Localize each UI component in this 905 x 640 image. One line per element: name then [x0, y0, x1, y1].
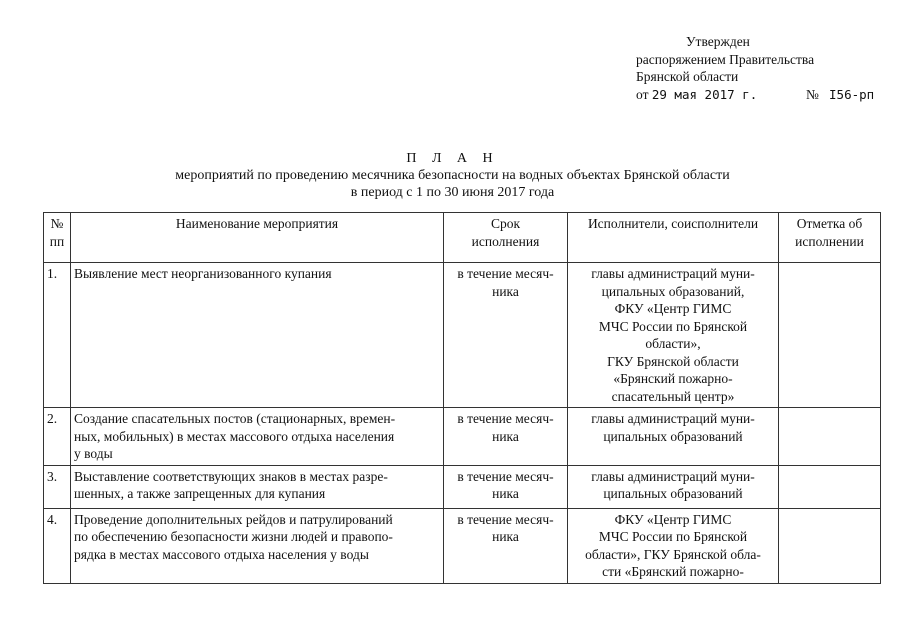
text-line: Исполнители, соисполнители [587, 216, 759, 231]
cell-text [74, 410, 440, 463]
approval-date-prefix: от [636, 86, 649, 102]
text-line: в течение месяч- [457, 266, 554, 281]
text-line: области», [645, 336, 701, 351]
text-line: в течение месяч- [457, 411, 554, 426]
table-header-row [44, 213, 881, 263]
approval-title: Утвержден [686, 34, 750, 49]
row-activity [71, 408, 444, 466]
text-line: ФКУ «Центр ГИМС [614, 511, 732, 527]
cell-text [74, 511, 440, 564]
header-executors [568, 213, 779, 263]
table-row [44, 408, 881, 466]
text-line: ципальных образований [603, 486, 743, 501]
text-line: Срок [490, 216, 521, 231]
text-line: исполнении [795, 233, 864, 249]
approval-authority: распоряжением Правительства [636, 51, 815, 67]
text-line: ных, мобильных) в местах массового отдыха населения [74, 428, 395, 444]
cell-text [571, 265, 775, 405]
header-name [71, 213, 444, 263]
text-line: главы администраций муни- [591, 411, 755, 426]
text-line: Выявление мест неорганизованного купания [74, 266, 332, 281]
header-term [444, 213, 568, 263]
row-term [444, 408, 568, 466]
cell-text [47, 215, 67, 250]
row-mark [779, 408, 881, 466]
cell-text [447, 468, 564, 503]
row-term [444, 263, 568, 408]
text-line: ника [492, 529, 519, 544]
table-row [44, 263, 881, 408]
row-activity [71, 465, 444, 508]
text-line: «Брянский пожарно- [613, 371, 733, 386]
cell-text [447, 410, 564, 445]
cell-text [447, 511, 564, 546]
text-line: шенных, а также запрещенных для купания [74, 486, 326, 501]
row-executors [568, 508, 779, 583]
text-line: Создание спасательных постов (стационарных, времен- [74, 411, 396, 426]
cell-text [571, 468, 775, 503]
plan-subtitle: мероприятий по проведению месячника безопасности на водных объектах Брянской области [175, 168, 730, 183]
cell-text [447, 215, 564, 250]
approval-number-wrap [806, 86, 874, 104]
approval-date-line [636, 86, 898, 104]
row-number: 2. [44, 408, 71, 466]
text-line: главы администраций муни- [591, 266, 755, 281]
plan-heading: П Л А Н [406, 151, 499, 166]
document-title [0, 150, 905, 201]
row-activity [71, 508, 444, 583]
text-line: Наименование мероприятия [175, 216, 339, 231]
text-line: ника [492, 486, 519, 501]
text-line: ника [492, 283, 519, 299]
text-line: ГКУ Брянской области [607, 353, 739, 369]
approval-region: Брянской области [636, 69, 739, 84]
cell-text [571, 511, 775, 581]
text-line: у воды [74, 446, 113, 461]
text-line: Выставление соответствующих знаков в местах разре- [74, 468, 388, 484]
cell-text [74, 468, 440, 503]
text-line: ципальных образований, [601, 283, 745, 299]
text-line: Проведение дополнительных рейдов и патрулирований [74, 511, 393, 527]
text-line: ФКУ «Центр ГИМС [614, 301, 732, 316]
row-term [444, 465, 568, 508]
row-executors [568, 408, 779, 466]
header-num [44, 213, 71, 263]
table-row [44, 465, 881, 508]
plan-period: в период с 1 по 30 июня 2017 года [350, 185, 555, 200]
text-line: исполнения [471, 233, 540, 249]
text-line: Отметка об [796, 216, 863, 231]
row-number: 3. [44, 465, 71, 508]
row-mark [779, 465, 881, 508]
approval-number: I56-рп [829, 86, 875, 102]
cell-text [447, 265, 564, 300]
text-line: МЧС России по Брянской [598, 318, 748, 334]
approval-number-label: № [806, 86, 819, 102]
text-line: ципальных образований [603, 428, 743, 444]
cell-text [74, 215, 440, 233]
approval-date: 29 мая 2017 г. [651, 86, 758, 102]
row-executors [568, 465, 779, 508]
header-mark [779, 213, 881, 263]
text-line: ника [492, 428, 519, 444]
text-line: спасательный центр» [611, 388, 735, 404]
row-activity [71, 263, 444, 408]
row-number: 4. [44, 508, 71, 583]
text-line: области», ГКУ Брянской обла- [585, 546, 761, 562]
cell-text [782, 215, 877, 250]
row-mark [779, 263, 881, 408]
cell-text [571, 410, 775, 445]
plan-table [43, 212, 881, 584]
text-line: пп [49, 233, 65, 249]
table-row [44, 508, 881, 583]
approval-stamp [636, 33, 898, 104]
text-line: МЧС России по Брянской [598, 529, 748, 544]
text-line: по обеспечению безопасности жизни людей и правопо- [74, 529, 393, 544]
row-executors [568, 263, 779, 408]
cell-text [571, 215, 775, 233]
row-term [444, 508, 568, 583]
row-number: 1. [44, 263, 71, 408]
text-line: № [50, 216, 64, 231]
text-line: сти «Брянский пожарно- [602, 564, 744, 579]
text-line: в течение месяч- [457, 511, 554, 527]
text-line: рядка в местах массового отдыха населения у воды [74, 546, 369, 562]
row-mark [779, 508, 881, 583]
text-line: в течение месяч- [457, 468, 554, 484]
cell-text [74, 265, 440, 283]
text-line: главы администраций муни- [591, 468, 755, 484]
